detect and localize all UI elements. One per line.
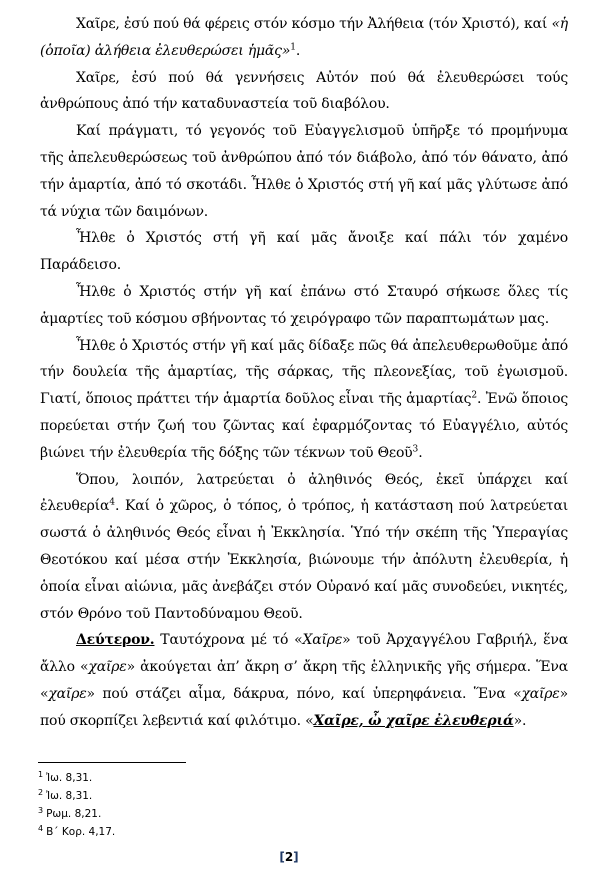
footnote-text: Ἰω. 8,31. [46,790,93,802]
footnote-ref-4: 4 [109,497,115,508]
text-run: . Καί ὁ χῶρος, ὁ τόπος, ὁ τρόπος, ἡ κατάσταση πού λατρεύεται σωστά ὁ ἀληθινός Θεός εἶναι ἡ Ἐκκλησία. Ὑπό τήν σκέπη τῆς Ὑπεραγίας Θεοτόκου καί μέσα στήν Ἐκκλησία, βιώνουμε τήν ἀπόλυτη ἐλευθερία, ἡ ὁποία εἶναι αἰώνια, μᾶς ἀνεβάζει στόν Οὐρανό καί μᾶς συνοδεύει, νικητές, στόν Θρόνο τοῦ Παντοδύναμου Θεοῦ. [40,498,568,622]
text-run: ». [513,712,527,729]
text-run: Ὅπου, λοιπόν, λατρεύεται ὁ ἀληθινός Θεός, ἐκεῖ ὑπάρχει καί ἐλευθερία [40,471,568,515]
footnote-text: Ἰω. 8,31. [46,772,93,784]
footnote-ref-1: 1 [290,42,296,53]
text-run: . [295,42,301,59]
page-number-open-bracket: [ [279,850,285,864]
footnote-text: Β΄ Κορ. 4,17. [46,826,116,838]
paragraph-7 [40,467,568,628]
text-run: . Ἐνῶ ὅποιος πορεύεται στήν ζωή του ζῶντας καί ἐφαρμόζοντας τό Εὐαγγέλιο, αὐτός βιώνει τήν ἐλευθερία τῆς δόξης τῶν τέκνων τοῦ Θεοῦ [40,391,568,461]
paragraph-6 [40,333,568,467]
paragraph-2 [40,65,568,119]
footnote-1 [38,769,568,787]
quoted-word: χαῖρε [48,685,87,702]
footnote-number: 3 [38,805,44,815]
text-run: Χαῖρε, ἐσύ πού θά γεννήσεις Αὐτόν πού θά ἐλευθερώσει τούς ἀνθρώπους ἀπό τήν καταδυναστεία τοῦ διαβόλου. [40,69,568,113]
quoted-word: χαῖρε [88,659,127,676]
footnote-ref-2: 2 [471,390,478,401]
paragraph-1 [40,11,568,65]
text-run: . [418,444,423,461]
document-body [40,11,568,735]
lead-word-emphasis: Δεύτερον. [76,632,155,649]
footnote-separator [38,762,186,763]
text-run: Ταυτόχρονα μέ τό « [154,632,303,649]
text-run: » τοῦ Ἀρχαγγέλου Γαβριήλ, ἕνα ἄλλο « [40,632,568,676]
text-run: » πού σκορπίζει λεβεντιά καί φιλότιμο. « [40,685,568,729]
text-run: Ἦλθε ὁ Χριστός στή γῆ καί μᾶς ἄνοιξε καί πάλι τόν χαμένο Παράδεισο. [40,230,568,274]
footnote-number: 1 [38,769,44,779]
footnote-2 [38,787,568,805]
footnote-number: 2 [38,787,44,797]
footnote-ref-3: 3 [412,444,419,455]
page-number-value: 2 [284,850,294,864]
quoted-word: Χαῖρε [302,632,343,649]
footnote-3 [38,805,568,823]
quoted-word: χαῖρε [521,685,560,702]
quoted-text: «ἡ (ὁποῖα) ἀλήθεια ἐλευθερώσει ἡμᾶς» [40,16,568,59]
paragraph-4 [40,225,568,279]
text-run: » πού στάζει αἷμα, δάκρυα, πόνο, καί ὑπερηφάνεια. Ἕνα « [86,685,522,702]
paragraph-8 [40,627,568,734]
text-run: » ἀκούγεται ἀπ’ ἄκρη σ’ ἄκρη τῆς ἑλληνικῆς γῆς σήμερα. Ἕνα « [40,659,568,702]
footnotes-section [38,762,568,841]
text-run: Ἦλθε ὁ Χριστός στήν γῆ καί μᾶς δίδαξε πῶς θά ἀπελευθερωθοῦμε ἀπό τήν δουλεία τῆς ἁμαρτίας, τῆς σάρκας, τῆς πλεονεξίας, τοῦ ἐγωισμοῦ. Γιατί, ὅποιος πράττει τήν ἁμαρτία δοῦλος εἶναι τῆς ἁμαρτίας [40,337,568,408]
anthem-quote-emphasis: Χαῖρε, ὦ χαῖρε ἐλευθεριά [313,712,514,729]
text-run: Χαῖρε, ἐσύ πού θά φέρεις στόν κόσμο τήν Ἀλήθεια (τόν Χριστό), καί [76,16,552,32]
paragraph-5 [40,279,568,333]
paragraph-3 [40,118,568,225]
footnote-4 [38,823,568,841]
footnote-text: Ρωμ. 8,21. [46,808,102,820]
footnote-number: 4 [38,823,44,833]
page-number-close-bracket: ] [293,850,299,864]
page-number [0,850,578,864]
text-run: Ἦλθε ὁ Χριστός στήν γῆ καί ἐπάνω στό Σταυρό σήκωσε ὅλες τίς ἁμαρτίες τοῦ κόσμου σβήνοντας τό χειρόγραφο τῶν παραπτωμάτων μας. [40,283,568,327]
text-run: Καί πράγματι, τό γεγονός τοῦ Εὐαγγελισμοῦ ὑπῆρξε τό προμήνυμα τῆς ἀπελευθερώσεως τοῦ ἀνθρώπου ἀπό τόν διάβολο, ἀπό τόν θάνατο, ἀπό τήν ἁμαρτία, ἀπό τό σκοτάδι. Ἦλθε ὁ Χριστός στή γῆ καί μᾶς γλύτωσε ἀπό τά νύχια τῶν δαιμόνων. [40,123,568,220]
